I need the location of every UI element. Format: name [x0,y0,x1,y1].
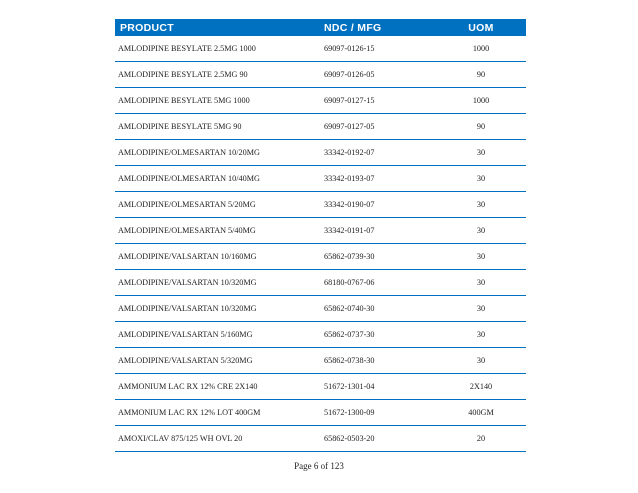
cell-ndc-mfg: 69097-0126-15 [320,36,436,62]
cell-product: AMLODIPINE BESYLATE 5MG 1000 [115,88,320,114]
table-row [115,192,526,218]
table-row [115,114,526,140]
cell-product: AMLODIPINE/VALSARTAN 5/160MG [115,322,320,348]
table-row [115,270,526,296]
cell-ndc-mfg: 69097-0127-15 [320,88,436,114]
cell-uom: 90 [436,62,526,88]
cell-uom: 1000 [436,36,526,62]
table-header [115,19,526,36]
table-row [115,426,526,452]
cell-ndc-mfg: 69097-0126-05 [320,62,436,88]
cell-product: AMLODIPINE/OLMESARTAN 5/40MG [115,218,320,244]
table-row [115,322,526,348]
table-row [115,88,526,114]
cell-product: AMLODIPINE/VALSARTAN 10/320MG [115,296,320,322]
cell-uom: 30 [436,140,526,166]
cell-product: AMLODIPINE/VALSARTAN 10/160MG [115,244,320,270]
cell-uom: 30 [436,218,526,244]
cell-product: AMMONIUM LAC RX 12% CRE 2X140 [115,374,320,400]
table-row [115,218,526,244]
cell-uom: 30 [436,192,526,218]
table-body [115,36,526,452]
cell-product: AMLODIPINE/OLMESARTAN 10/20MG [115,140,320,166]
cell-product: AMLODIPINE/OLMESARTAN 10/40MG [115,166,320,192]
cell-ndc-mfg: 33342-0192-07 [320,140,436,166]
cell-uom: 30 [436,166,526,192]
cell-ndc-mfg: 33342-0193-07 [320,166,436,192]
cell-ndc-mfg: 65862-0738-30 [320,348,436,374]
table-row [115,296,526,322]
table-row [115,166,526,192]
table-row [115,374,526,400]
cell-product: AMOXI/CLAV 875/125 WH OVL 20 [115,426,320,452]
cell-uom: 2X140 [436,374,526,400]
cell-uom: 1000 [436,88,526,114]
cell-uom: 30 [436,270,526,296]
cell-uom: 20 [436,426,526,452]
header-uom: UOM [436,19,526,36]
product-table-container [115,19,526,452]
cell-uom: 30 [436,348,526,374]
cell-uom: 30 [436,244,526,270]
cell-ndc-mfg: 65862-0737-30 [320,322,436,348]
page-number: Page 6 of 123 [294,461,344,471]
cell-product: AMLODIPINE/VALSARTAN 10/320MG [115,270,320,296]
cell-ndc-mfg: 65862-0739-30 [320,244,436,270]
cell-uom: 90 [436,114,526,140]
cell-ndc-mfg: 69097-0127-05 [320,114,436,140]
cell-uom: 30 [436,296,526,322]
header-ndc-mfg: NDC / MFG [320,19,436,36]
cell-uom: 30 [436,322,526,348]
cell-ndc-mfg: 68180-0767-06 [320,270,436,296]
cell-product: AMLODIPINE/OLMESARTAN 5/20MG [115,192,320,218]
header-product: PRODUCT [115,19,320,36]
cell-product: AMMONIUM LAC RX 12% LOT 400GM [115,400,320,426]
cell-product: AMLODIPINE/VALSARTAN 5/320MG [115,348,320,374]
product-table [115,19,526,452]
table-row [115,62,526,88]
cell-product: AMLODIPINE BESYLATE 5MG 90 [115,114,320,140]
cell-uom: 400GM [436,400,526,426]
table-row [115,348,526,374]
cell-ndc-mfg: 33342-0190-07 [320,192,436,218]
cell-ndc-mfg: 33342-0191-07 [320,218,436,244]
cell-product: AMLODIPINE BESYLATE 2.5MG 90 [115,62,320,88]
cell-product: AMLODIPINE BESYLATE 2.5MG 1000 [115,36,320,62]
table-row [115,140,526,166]
cell-ndc-mfg: 65862-0503-20 [320,426,436,452]
cell-ndc-mfg: 51672-1300-09 [320,400,436,426]
table-row [115,244,526,270]
table-row [115,36,526,62]
table-row [115,400,526,426]
header-row [115,19,526,36]
cell-ndc-mfg: 51672-1301-04 [320,374,436,400]
cell-ndc-mfg: 65862-0740-30 [320,296,436,322]
